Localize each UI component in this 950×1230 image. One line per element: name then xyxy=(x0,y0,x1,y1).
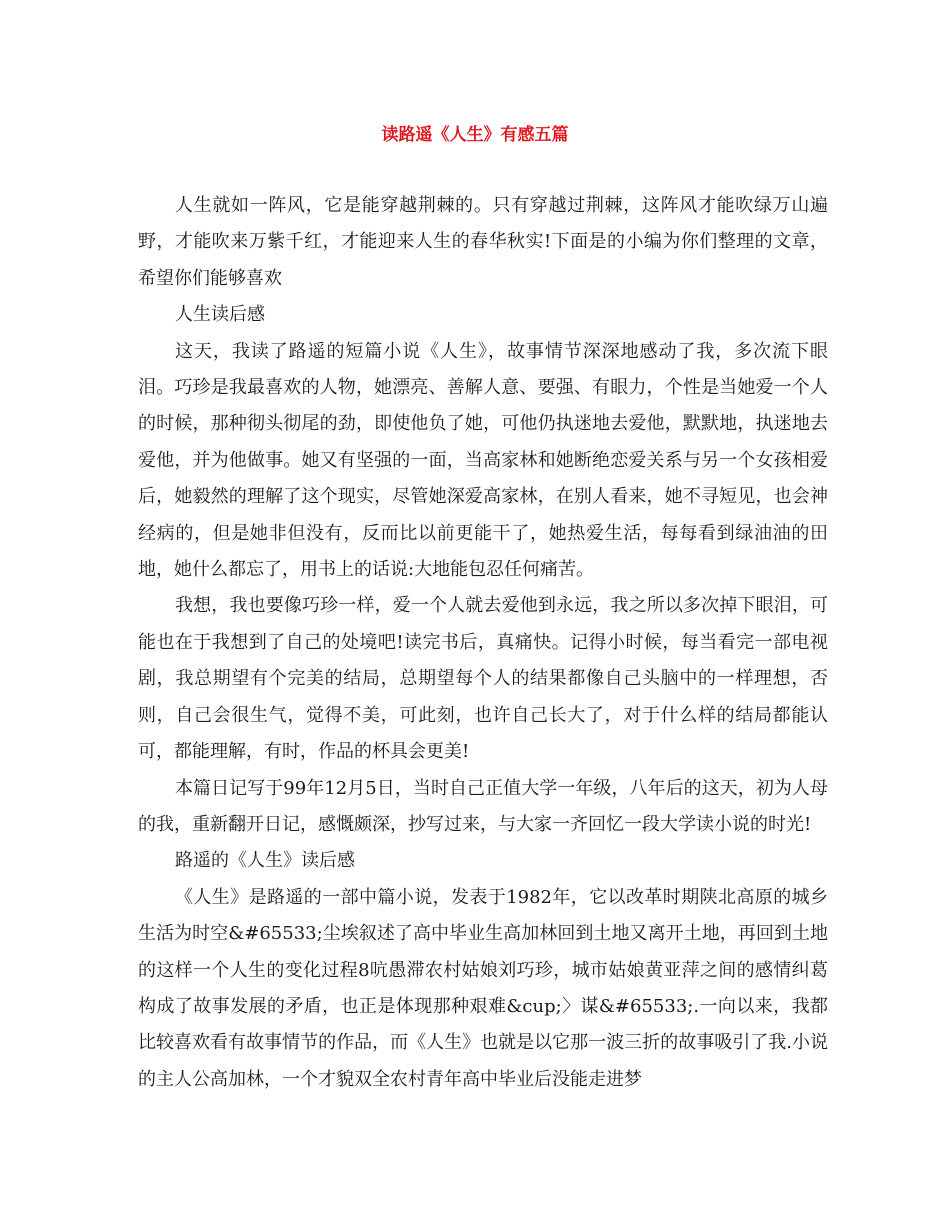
paragraph-qiaozhen: 这天，我读了路遥的短篇小说《人生》，故事情节深深地感动了我，多次流下眼泪。巧珍是我最喜欢的人物，她漂亮、善解人意、要强、有眼力，个性是当她爱一个人的时候，那种彻头彻尾的劲，即使他负了她，可他仍执迷地去爱他，默默地，执迷地去爱他，并为他做事。她又有坚强的一面，当高家林和她断绝恋爱关系与另一个女孩相爱后，她毅然的理解了这个现实，尽管她深爱高家林，在别人看来，她不寻短见，也会神经病的，但是她非但没有，反而比以前更能干了，她热爱生活，每每看到绿油油的田地，她什么都忘了，用书上的话说:大地能包忍任何痛苦。 xyxy=(138,340,828,581)
section-heading: 路遥的《人生》读后感 xyxy=(175,850,355,872)
paragraph-reflection: 我想，我也要像巧珍一样，爱一个人就去爱他到永远，我之所以多次掉下眼泪，可能也在于我想到了自己的处境吧!读完书后，真痛快。记得小时候，每当看完一部电视剧，我总期望有个完美的结局，总期望每个人的结果都像自己头脑中的一样理想，否则，自己会很生气，觉得不美，可此刻，也许自己长大了，对于什么样的结局都能认可，都能理解，有时，作品的杯具会更美! xyxy=(138,595,828,763)
section-heading: 人生读后感 xyxy=(175,304,265,326)
document-title: 读路遥《人生》有感五篇 xyxy=(381,125,569,145)
paragraph-intro: 人生就如一阵风，它是能穿越荆棘的。只有穿越过荆棘，这阵风才能吹绿万山遍野，才能吹来万紫千红，才能迎来人生的春华秋实!下面是的小编为你们整理的文章，希望你们能够喜欢 xyxy=(138,195,828,289)
document-body xyxy=(138,188,828,1098)
paragraph-diary-note: 本篇日记写于99年12月5日，当时自己正值大学一年级，八年后的这天，初为人母的我，重新翻开日记，感慨颇深，抄写过来，与大家一齐回忆一段大学读小说的时光! xyxy=(138,777,828,835)
paragraph-novel-intro: 《人生》是路遥的一部中篇小说，发表于1982年，它以改革时期陕北高原的城乡生活为时空&#65533;尘埃叙述了高中毕业生高加林回到土地又离开土地，再回到土地的这样一个人生的变化过程8吭愚滞农村姑娘刘巧珍，城市姑娘黄亚萍之间的感情纠葛构成了故事发展的矛盾，也正是体现那种艰难&cup;〉谋&#65533;.一向以来，我都比较喜欢看有故事情节的作品，而《人生》也就是以它那一波三折的故事吸引了我.小说的主人公高加林，一个才貌双全农村青年高中毕业后没能走进梦 xyxy=(138,886,828,1090)
